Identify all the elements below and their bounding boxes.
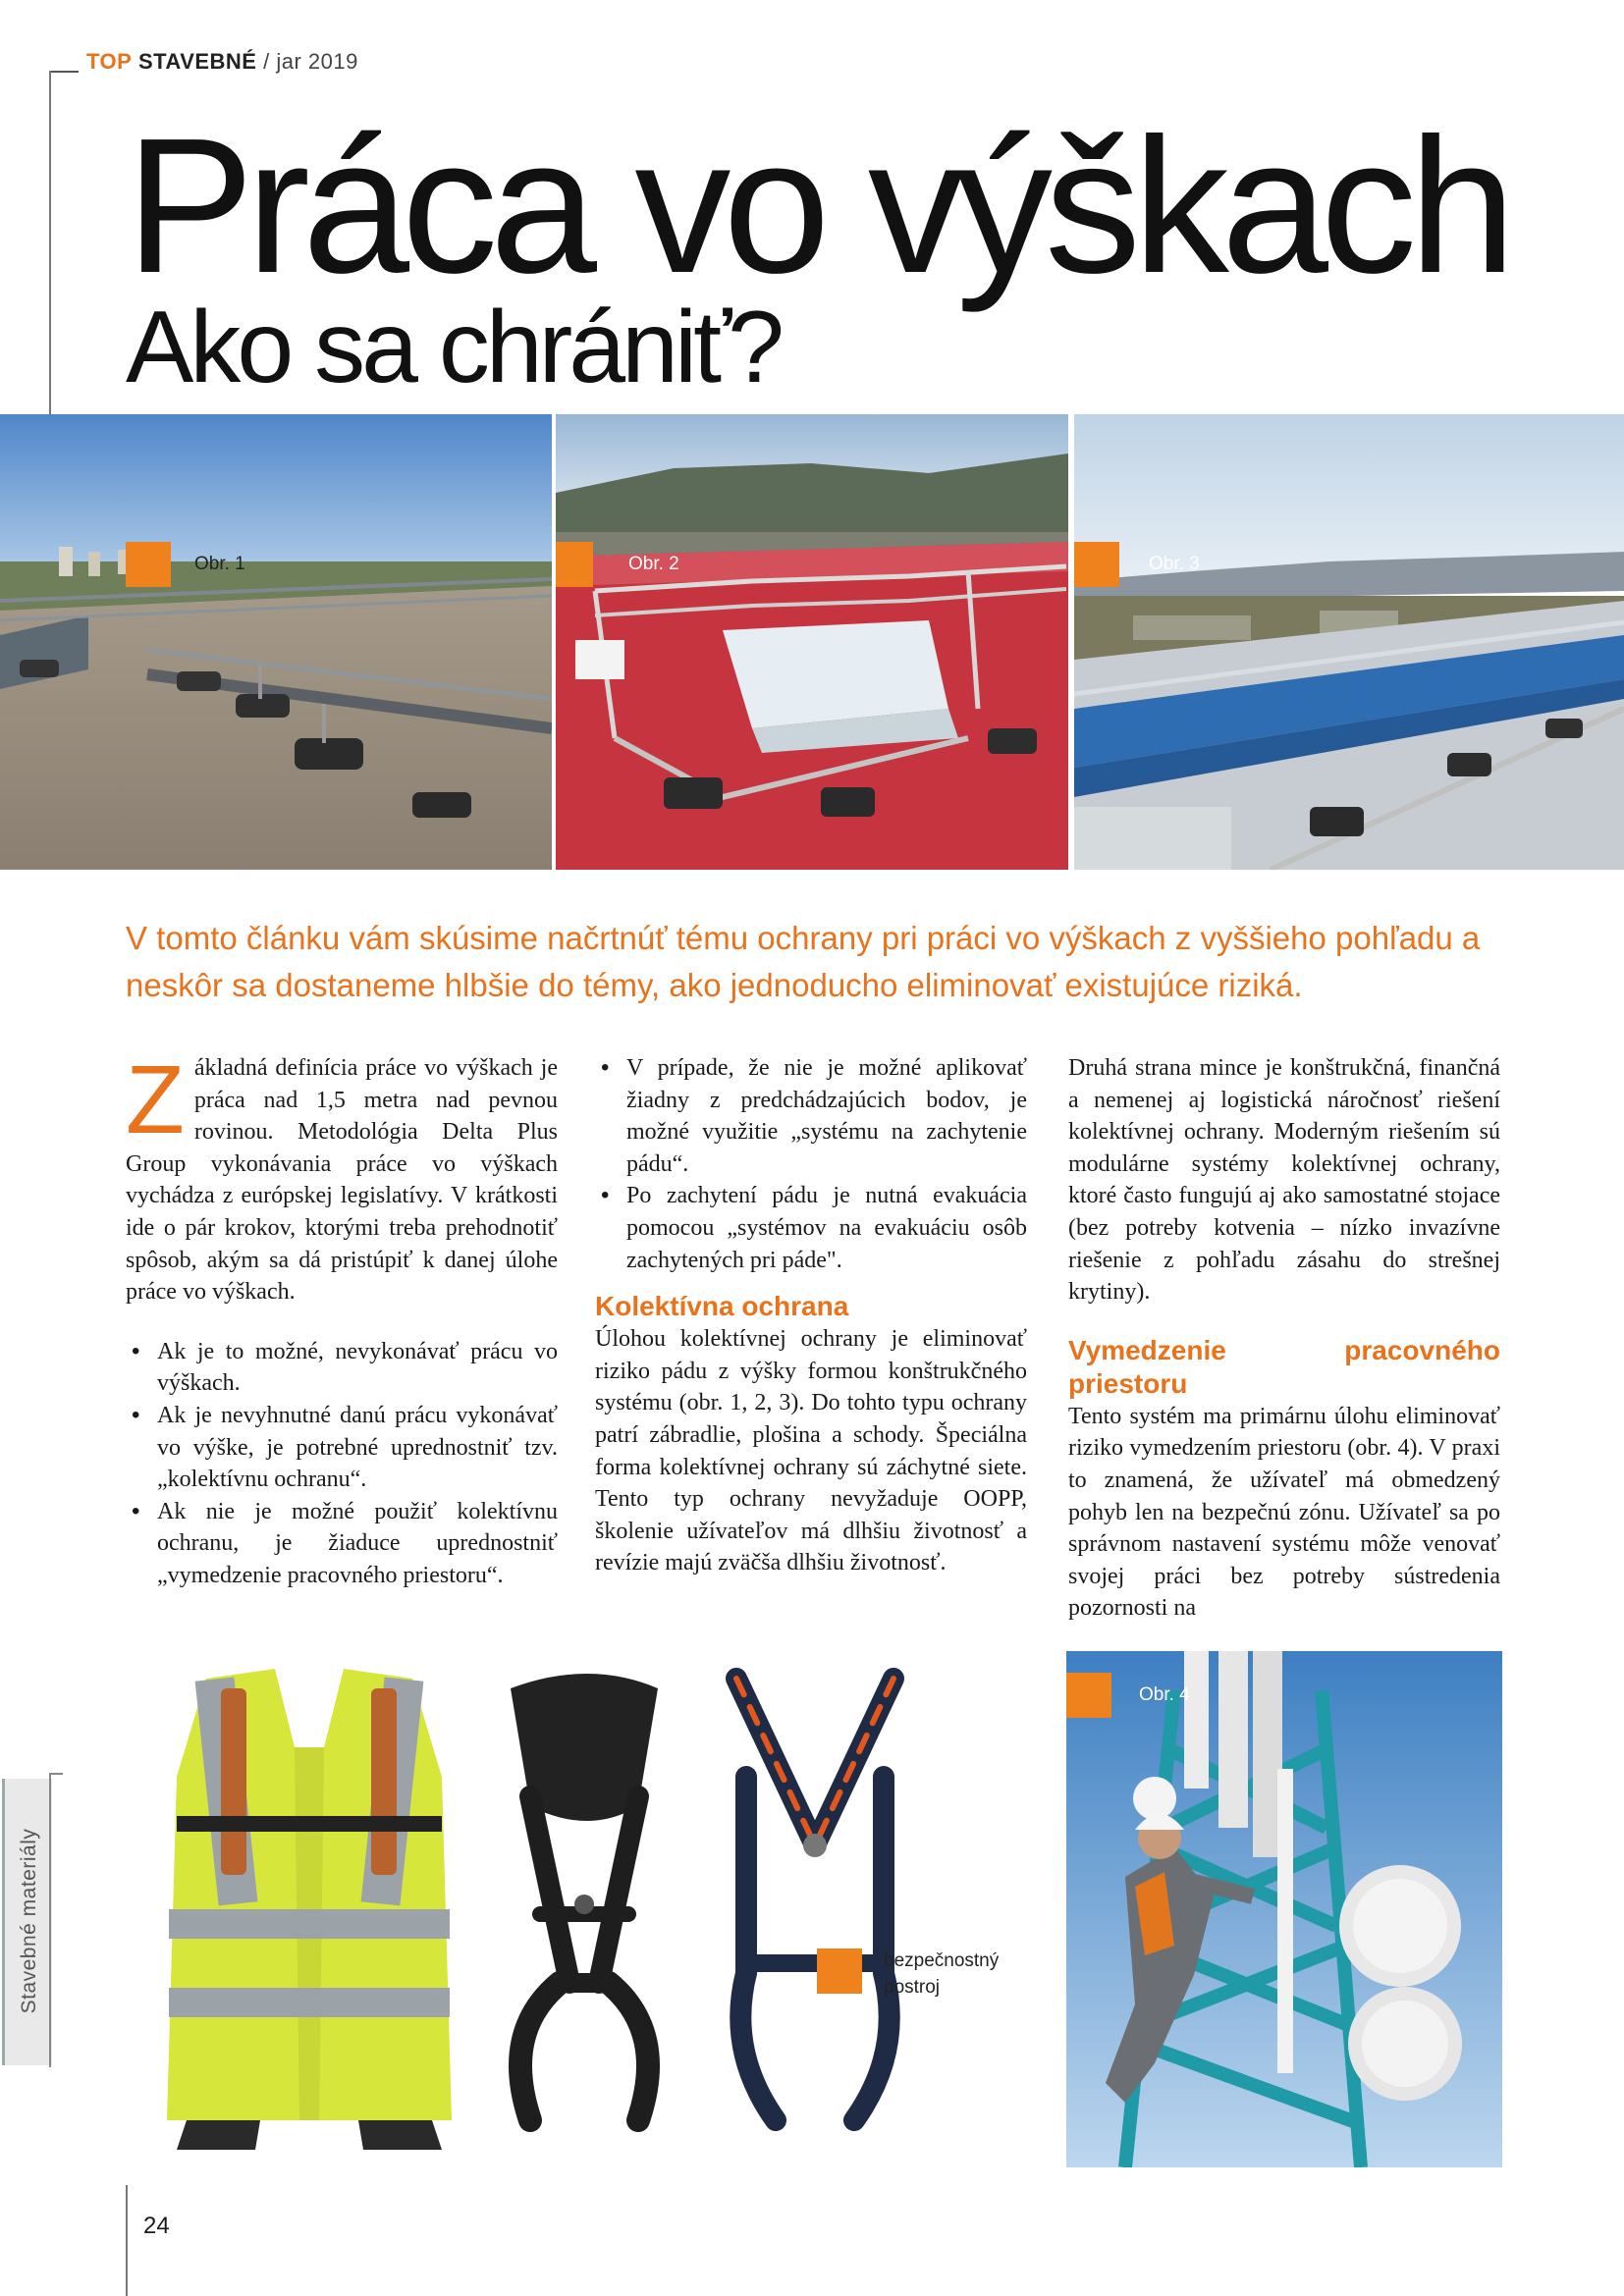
steps-list — [126, 1336, 558, 1592]
header-side-rule — [49, 71, 51, 414]
footer-rule — [126, 2185, 128, 2296]
caption-marker — [126, 542, 171, 587]
photo-roof-2 — [556, 414, 1068, 870]
text-column-3 — [1068, 1052, 1500, 1625]
photo-caption-2: Obr. 2 — [628, 554, 679, 574]
hivis-vest-image — [167, 1669, 452, 2150]
tower-worker-image — [1066, 1651, 1502, 2167]
section-heading-workspace: Vymedzenie pracovného priestoru — [1068, 1334, 1500, 1399]
collective-paragraph: Úlohou kolektívnej ochrany je eliminovať riziko pádu z výšky formou konštrukčného systému (obr. 1, 2, 3). Do tohto typu ochrany patrí zábradlie, plošina a schody. Špeciálna forma kolektívnej ochrany sú záchytné siete. Tento typ ochrany nevyžaduje OOPP, školenie užívateľov má dlhšiu životnosť a revízie majú zväčša dlhšiu životnosť. — [595, 1326, 1027, 1576]
photo-roof-1 — [0, 414, 552, 870]
harness-caption: bezpečnostný postroj — [884, 1950, 1000, 1998]
caption-marker — [1066, 1673, 1111, 1718]
solutions-paragraph: Druhá strana mince je konštrukčná, finančná a nemenej aj logistická náročnosť riešení kolektívnej ochrany. Moderným riešením sú modulárne systémy kolektívnej ochrany, ktoré často fungujú aj ako samostatné stojace (bez potreby kotvenia – nízko invazívne riešenie z pohľadu zásahu do strešnej krytiny). — [1068, 1055, 1500, 1306]
drop-cap: Z — [126, 1045, 185, 1153]
list-item: • Ak je nevyhnutné danú prácu vykonávať vo výške, je potrebné uprednostniť tzv. „kolektívnu ochranu“. — [126, 1400, 558, 1496]
harness-products — [147, 1659, 1051, 2160]
photo-caption-3: Obr. 3 — [1149, 554, 1200, 574]
photo-tower-worker — [1066, 1651, 1502, 2167]
text-column-1 — [126, 1045, 558, 1592]
masthead-separator: / — [256, 49, 277, 74]
list-item: • Po zachytení pádu je nutná evakuácia pomocou „systémov na evakuáciu osôb zachytených pri páde". — [595, 1180, 1027, 1276]
text-column-2 — [595, 1052, 1027, 1579]
steps-list-continued — [595, 1052, 1027, 1276]
workspace-paragraph: Tento systém ma primárnu úlohu eliminovať riziko vymedzením priestoru (obr. 4). V praxi to znamená, že užívateľ má obmedzený pohyb len na bezpečnú zónu. Užívateľ sa po správnom nastavení systému môže venovať svojej práci bez potreby sústredenia pozornosti na — [1068, 1403, 1500, 1622]
brand-name: STAVEBNÉ — [137, 49, 257, 74]
caption-marker — [1074, 542, 1119, 587]
black-harness-image — [511, 1674, 658, 2120]
page-title: Práca vo výškach — [126, 98, 1508, 313]
caption-marker — [556, 542, 593, 587]
issue-label: jar 2019 — [276, 49, 358, 74]
page-number: 24 — [143, 2213, 170, 2239]
brand-top: TOP — [86, 49, 133, 74]
section-heading-collective: Kolektívna ochrana — [595, 1291, 849, 1322]
photo-caption-4: Obr. 4 — [1139, 1684, 1190, 1705]
page-subtitle: Ako sa chrániť? — [126, 291, 781, 404]
caption-marker — [817, 1949, 862, 1994]
harness-illustration — [147, 1659, 1051, 2160]
photo-roof-3 — [1074, 414, 1624, 870]
list-item: • Ak je to možné, nevykonávať prácu vo výškach. — [126, 1336, 558, 1400]
lead-paragraph: V tomto článku vám skúsime načrtnúť tému ochrany pri práci vo výškach z vyššieho pohľadu a neskôr sa dostaneme hlbšie do témy, ako jednoducho eliminovať existujúce riziká. — [126, 920, 1481, 1003]
section-tab-rule — [49, 1773, 51, 2067]
orange-harness-image — [736, 1679, 893, 2120]
photo-caption-1: Obr. 1 — [194, 554, 245, 574]
list-item: • V prípade, že nie je možné aplikovať žiadny z predchádzajúcich bodov, je možné využitie „systému na zachytenie pádu“. — [595, 1052, 1027, 1180]
intro-paragraph — [126, 1045, 558, 1308]
header-rule — [49, 71, 79, 73]
photo-roof-3-image — [1074, 414, 1624, 870]
masthead — [86, 49, 358, 75]
photo-roof-1-image — [0, 414, 552, 870]
section-tab-tick — [49, 1773, 63, 1775]
section-label: Stavebné materiály — [18, 1828, 40, 2014]
list-item: • Ak nie je možné použiť kolektívnu ochranu, je žiaduce uprednostniť „vymedzenie pracovného priestoru“. — [126, 1496, 558, 1592]
intro-text: ákladná definícia práce vo výškach je práca nad 1,5 metra nad pevnou rovinou. Metodológia Delta Plus Group vykonávania práce vo výškach vychádza z európskej legislatívy. V krátkosti ide o pár krokov, ktorými treba prehodnotiť spôsob, akým sa dá pristúpiť k danej úlohe práce vo výškach. — [126, 1055, 558, 1306]
photo-roof-2-image — [556, 414, 1068, 870]
